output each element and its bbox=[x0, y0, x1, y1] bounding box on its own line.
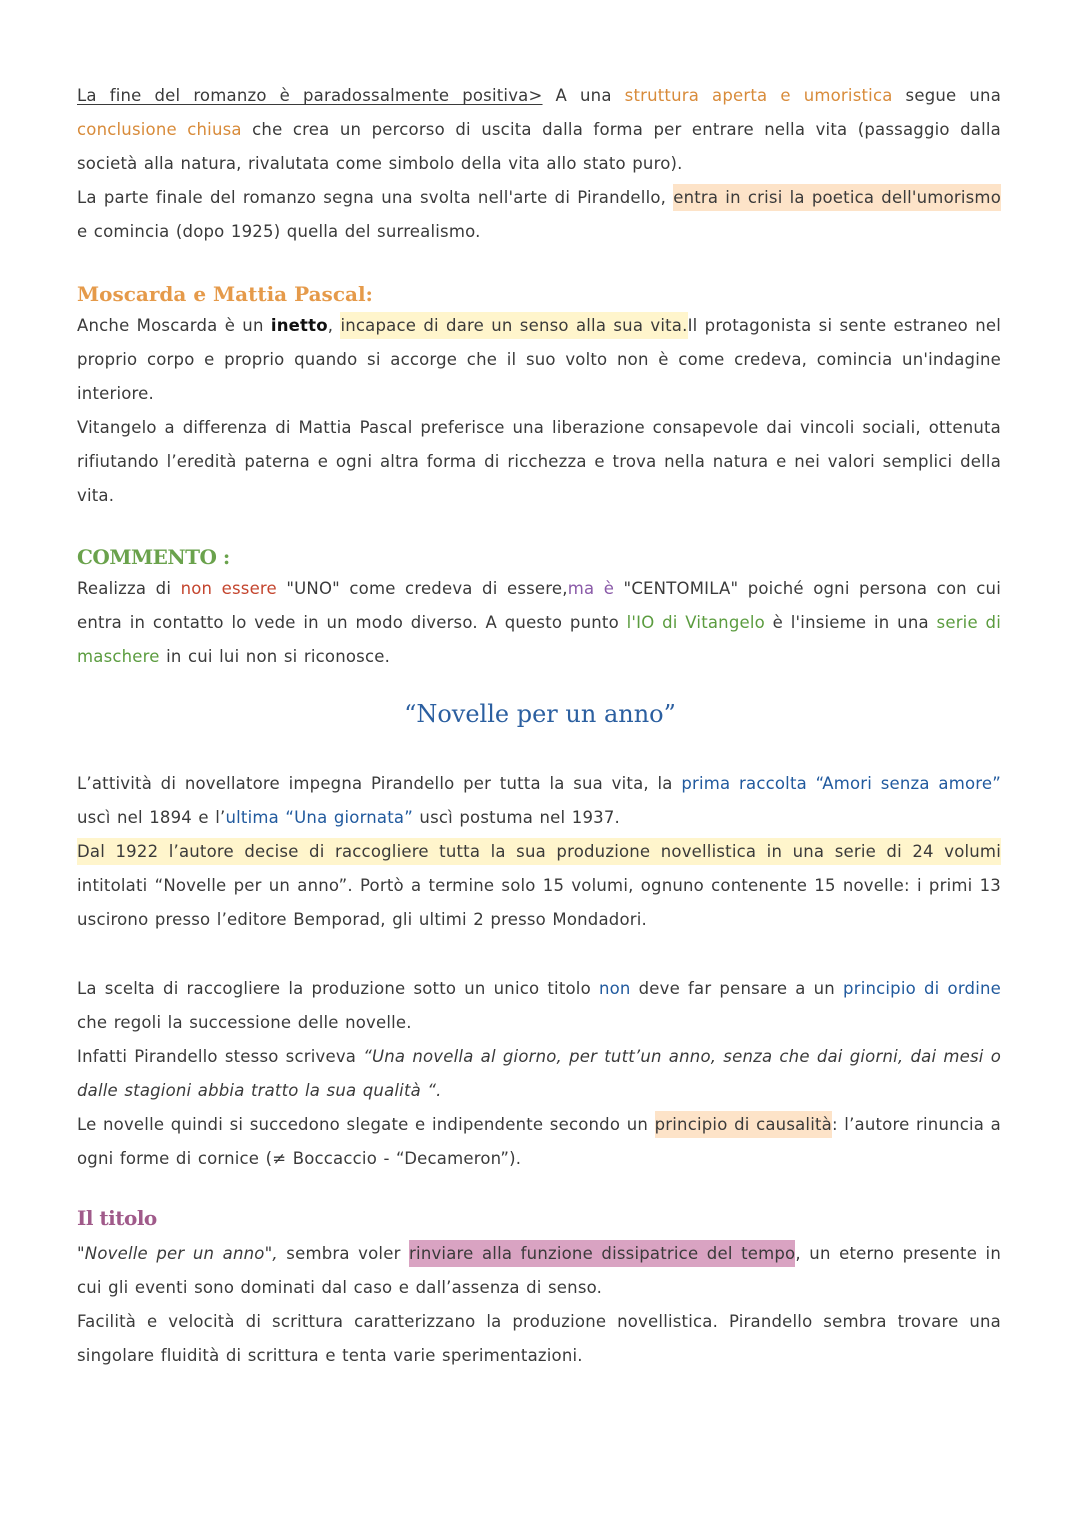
paragraph-titolo: "Novelle per un anno", sembra voler rinviare alla funzione dissipatrice del tempo, un eterno presente in cui gli eventi sono dominati dal caso e dall’assenza di senso. bbox=[77, 1237, 1001, 1305]
paragraph-svolta: La parte finale del romanzo segna una svolta nell'arte di Pirandello, entra in crisi la poetica dell'umorismo e comincia (dopo 1925) quella del surrealismo. bbox=[77, 181, 1001, 249]
orange-phrase: conclusione chiusa bbox=[77, 120, 242, 139]
highlight-peach: principio di causalità bbox=[655, 1111, 832, 1138]
paragraph-scelta: La scelta di raccogliere la produzione sotto un unico titolo non deve far pensare a un principio di ordine che regoli la successione delle novelle. bbox=[77, 979, 1001, 1032]
bold-word: inetto bbox=[270, 316, 328, 335]
paragraph-ending: La fine del romanzo è paradossalmente positiva> A una struttura aperta e umoristica segue una conclusione chiusa che crea un percorso di uscita dalla forma per entrare nella vita (passaggio dalla società alla natura, rivalutata come simbolo della vita allo stato puro). bbox=[77, 86, 1002, 173]
paragraph-causalita: Le novelle quindi si succedono slegate e indipendente secondo un principio di causalità: l’autore rinuncia a ogni forme di cornice (≠ Boccaccio - “Decameron”). bbox=[77, 1108, 1001, 1176]
italic-title: "Novelle per un anno", bbox=[77, 1244, 278, 1263]
paragraph-attivita: L’attività di novellatore impegna Pirandello per tutta la sua vita, la prima raccolta “Amori senza amore” uscì nel 1894 e l’ultima “Una giornata” uscì postuma nel 1937. bbox=[77, 774, 1001, 827]
blue-phrase: prima raccolta “Amori senza amore” bbox=[681, 774, 1001, 793]
italic-quote: “Una novella al giorno, per tutt’un anno, senza che dai giorni, dai mesi o dalle stagioni abbia tratto la sua qualità “. bbox=[77, 1047, 1001, 1100]
green-phrase: l'IO di Vitangelo bbox=[626, 613, 765, 632]
orange-phrase: struttura aperta e umoristica bbox=[624, 86, 893, 105]
section-title-novelle: “Novelle per un anno” bbox=[404, 700, 676, 728]
paragraph-moscarda: Anche Moscarda è un inetto, incapace di dare un senso alla sua vita.Il protagonista si sente estraneo nel proprio corpo e proprio quando si accorge che il suo volto non è come credeva, comincia un'indagine interiore. bbox=[77, 309, 1001, 411]
underlined-phrase: La fine del romanzo è paradossalmente positiva> bbox=[77, 86, 543, 105]
blue-word: non bbox=[598, 979, 631, 998]
paragraph-commento: Realizza di non essere "UNO" come credeva di essere,ma è "CENTOMILA" poiché ogni persona con cui entra in contatto lo vede in un modo diverso. A questo punto l'IO di Vitangelo è l'insieme in una serie di maschere in cui lui non si riconosce. bbox=[77, 579, 1002, 666]
highlight-yellow: Dal 1922 l’autore decise di raccogliere tutta la sua produzione novellistica in una serie di 24 volumi bbox=[77, 838, 1001, 865]
paragraph-raccolta: Dal 1922 l’autore decise di raccogliere tutta la sua produzione novellistica in una serie di 24 volumi intitolati “Novelle per un anno”. Portò a termine solo 15 volumi, ognuno contenente 15 novelle: i primi 13 uscirono presso l’editore Bemporad, gli ultimi 2 presso Mondadori. bbox=[77, 835, 1001, 937]
highlight-pink: rinviare alla funzione dissipatrice del tempo bbox=[409, 1240, 795, 1267]
green-phrase: serie di maschere bbox=[77, 613, 1002, 666]
blue-phrase: ultima “Una giornata” bbox=[225, 808, 413, 827]
paragraph-citazione: Infatti Pirandello stesso scriveva “Una novella al giorno, per tutt’un anno, senza che dai giorni, dai mesi o dalle stagioni abbia tratto la sua qualità “. bbox=[77, 1047, 1001, 1100]
highlight-yellow: incapace di dare un senso alla sua vita. bbox=[340, 312, 687, 339]
heading-titolo: Il titolo bbox=[77, 1206, 157, 1230]
purple-phrase: ma è bbox=[567, 579, 615, 598]
heading-commento: COMMENTO : bbox=[77, 545, 230, 569]
blue-phrase: principio di ordine bbox=[843, 979, 1001, 998]
heading-moscarda: Moscarda e Mattia Pascal: bbox=[77, 282, 373, 306]
highlight-peach: entra in crisi la poetica dell'umorismo bbox=[673, 184, 1001, 211]
paragraph-vitangelo: Vitangelo a differenza di Mattia Pascal preferisce una liberazione consapevole dai vincoli sociali, ottenuta rifiutando l’eredità paterna e ogni altra forma di ricchezza e trova nella natura e nei valori semplici della vita. bbox=[77, 418, 1001, 505]
red-phrase: non essere bbox=[180, 579, 277, 598]
paragraph-facilita: Facilità e velocità di scrittura caratterizzano la produzione novellistica. Pirandello sembra trovare una singolare fluidità di scrittura e tenta varie sperimentazioni. bbox=[77, 1312, 1001, 1365]
